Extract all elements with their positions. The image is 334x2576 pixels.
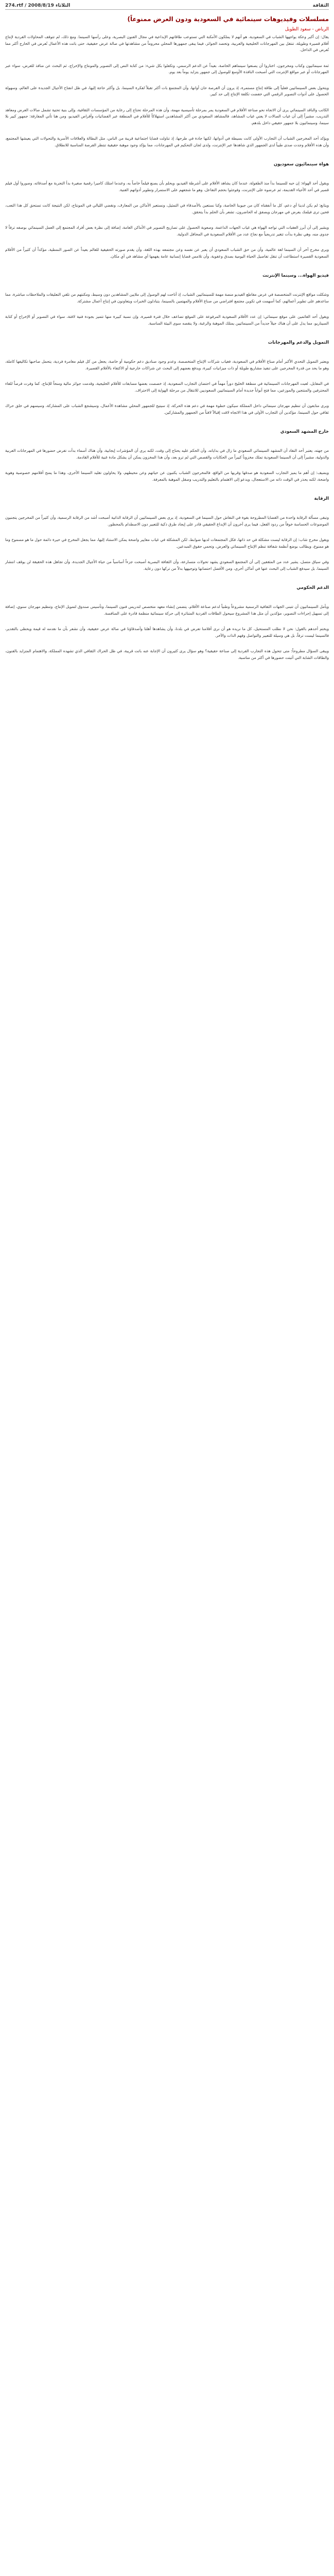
- document-page: [5, 0, 329, 661]
- article-paragraph: في المقابل، لعبت المهرجانات السينمائية في منطقة الخليج دوراً مهماً في احتضان التجارب السعودية، إذ خصصت بعضها مسابقات للأفلام الخليجية، وقدمت جوائز مالية ومنحاً للإنتاج، كما وفرت فرصاً للقاء المحترفين والمنتجين والموزعين، مما فتح أبواباً جديدة أمام السينمائيين السعوديين للانتقال من مرحلة الهواية إلى الاحتراف.: [5, 381, 329, 393]
- article-paragraph: وشكلت مواقع الإنترنت المتخصصة في عرض مقاطع الفيديو منصة مهمة للسينمائيين الشباب، إذ أتاحت لهم الوصول إلى ملايين المشاهدين دون وسيط، ومكنتهم من تلقي التعليقات والملاحظات مباشرة، مما ساعدهم على تطوير أعمالهم، كما أسهمت في تكوين مجتمع افتراضي من صناع الأفلام والمهتمين بالسينما، يتبادلون الخبرات ويتعاونون في إنتاج أعمال مشتركة.: [5, 292, 329, 303]
- article-paragraph: ويبقى السؤال مطروحاً: متى تتحول هذه التجارب الفردية إلى صناعة حقيقية؟ وهو سؤال يرى كثيرون أن الإجابة عنه باتت قريبة، في ظل الحراك الثقافي الذي تشهده المملكة، والاهتمام المتزايد بالفنون، والطاقات الشابة التي أثبتت حضورها في أكثر من مناسبة.: [5, 649, 329, 660]
- article-headline: مسلسلات وفيديوهات سينمائية في السعودية ودون العرض ممنوعاً): [127, 15, 329, 23]
- article-paragraph: ويرى مخرج آخر أن السينما لغة عالمية، وأن من حق الشباب السعودي أن يعبر عن نفسه وعن مجتمعه بهذه اللغة، وأن يقدم صورته الحقيقية للعالم بعيداً عن الصور النمطية، مؤكداً أن كثيراً من الأفلام السعودية القصيرة استطاعت أن تنقل تفاصيل الحياة اليومية بصدق وعفوية، وأن تلامس قضايا إنسانية عامة يفهمها أي مشاهد في أي مكان.: [5, 247, 329, 259]
- article-paragraph: ويعتبر التمويل التحدي الأكبر أمام صناع الأفلام في السعودية، فغياب شركات الإنتاج المتخصصة، وعدم وجود صناديق دعم حكومية أو خاصة، يجعل من كل فيلم مغامرة فردية، يتحمل صاحبها تكاليفها كاملة، وهو ما يحد من قدرة المخرجين على تنفيذ مشاريع طويلة أو ذات ميزانيات كبيرة، ويدفع بعضهم إلى البحث عن شراكات خارجية أو الاكتفاء بالأفلام القصيرة.: [5, 359, 329, 370]
- article-paragraph: الكاتب والناقد السينمائي يرى أن الاتجاه نحو صناعة الأفلام في السعودية يمر بمرحلة تأسيسية مهمة، وأن هذه المرحلة تحتاج إلى رعاية من المؤسسات الثقافية، وإلى بنية تحتية تشمل صالات العرض ومعاهد التدريب، مشيراً إلى أن غياب الصالات لا يعني غياب المشاهد، فالمشاهد السعودي من أكثر المشاهدين استهلاكاً للأفلام في المنطقة عبر الفضائيات وأقراص الفيديو، ومن هنا تأتي المفارقة: جمهور كبير بلا سينما، وسينمائيون بلا جمهور حقيقي داخل بلدهم.: [5, 107, 329, 125]
- article-paragraph: ويتابع: لم يكن لدينا أي دعم، كل ما أنفقناه كان من جيوبنا الخاصة، وكنا نستعين بالأصدقاء في التمثيل، ونستعير الأماكن من المعارف، ونقضي الليالي في المونتاج، لكن النتيجة كانت تستحق كل هذا التعب، فحين ترى فيلمك يعرض في مهرجان ويصفق له الحاضرون، تشعر بأن الحلم بدأ يتحقق.: [5, 203, 329, 214]
- article-paragraph: من جهته، يعتبر أحد النقاد أن المشهد السينمائي السعودي ما زال في بداياته، وأن الحكم عليه يحتاج إلى وقت، لكنه يرى أن المؤشرات إيجابية، وأن هناك أسماء بدأت تفرض حضورها في المهرجانات العربية والدولية، مشيراً إلى أن السينما السعودية تملك مخزوناً كبيراً من الحكايات والقصص التي لم ترو بعد، وأن هذا المخزون يمكن أن يشكل مادة غنية للأفلام القادمة.: [5, 448, 329, 460]
- article-paragraph: ويقول مخرج شاب: إن الرقابة ليست مشكلة في حد ذاتها، فكل المجتمعات لديها ضوابط، لكن المشكلة في غياب معايير واضحة يمكن الاستناد إليها، مما يجعل المخرج في حيرة دائمة حول ما هو مسموح وما هو ممنوع، ويطالب بوضع أنظمة شفافة تنظم الإنتاج السينمائي والعرض، وتحمي حقوق المبدعين.: [5, 537, 329, 549]
- article-paragraph: ويؤكد أحد المخرجين الشباب أن التجارب الأولى كانت بسيطة في أدواتها، لكنها جادة في طرحها، إذ تناولت قضايا اجتماعية قريبة من الناس، مثل البطالة والعلاقات الأسرية والتحولات التي يعيشها المجتمع، وأن هذه الأفلام وجدت صدى طيباً لدى الجمهور الذي شاهدها عبر الإنترنت، ولدى لجان التحكيم في المهرجانات، مما يؤكد وجود موهبة حقيقية تنتظر الفرصة المناسبة للانطلاق.: [5, 136, 329, 147]
- article-paragraph: ويرى متابعون أن تنظيم مهرجان سينمائي داخل المملكة سيكون خطوة مهمة في دعم هذه الحركة، إذ سيتيح للجمهور المحلي مشاهدة الأعمال، وسيشجع الشباب على المشاركة، وسيسهم في خلق حراك ثقافي حول السينما، مؤكدين أن التجارب الأولى في هذا الاتجاه لاقت إقبالاً لافتاً من الجمهور والمشاركين.: [5, 403, 329, 415]
- article-paragraph: ويضيف: إن أهم ما يميز التجارب السعودية هو صدقها وقربها من الواقع، فالمخرجون الشباب يكتبون عن حياتهم وعن محيطهم، ولا يحاولون تقليد السينما الأخرى، وهذا ما يمنح أفلامهم خصوصية وهوية واضحة، لكنه يحذر في الوقت ذاته من الاستعجال، ويدعو إلى الاهتمام بالتعليم والتدريب وصقل الموهبة بالمعرفة.: [5, 470, 329, 482]
- article-paragraph: ويقول أحد القائمين على موقع سينمائي: إن عدد الأفلام السعودية المرفوعة على الموقع تضاعف خلال فترة قصيرة، وإن نسبة كبيرة منها تتميز بجودة فنية لافتة، سواء في التصوير أو الإخراج أو كتابة السيناريو، مما يدل على أن هناك جيلاً جديداً من السينمائيين يمتلك الموهبة والرغبة، ولا ينقصه سوى البيئة المناسبة.: [5, 314, 329, 326]
- section-subheading: التمويل والدعم والمهرجانات: [268, 340, 329, 345]
- issue-info: 274.rtf / 2008/8/19 الثلاثاء: [5, 3, 71, 8]
- article-paragraph: ويشير إلى أن أبرز العقبات التي تواجه الهواة هي غياب الجهات الداعمة، وصعوبة الحصول على تصاريح التصوير في الأماكن العامة، إضافة إلى نظرة بعض أفراد المجتمع إلى العمل السينمائي بوصفه ترفاً لا جدوى منه، وهي نظرة بدأت تتغير تدريجياً مع نجاح عدد من الأفلام السعودية في المحافل الدولية.: [5, 225, 329, 236]
- article-paragraph: وفي سياق متصل، يشير عدد من المثقفين إلى أن المجتمع السعودي يشهد تحولات متسارعة، وأن الثقافة البصرية أصبحت جزءاً أساسياً من حياة الأجيال الجديدة، وأن تجاهل هذه الحقيقة لن يوقف انتشار السينما، بل سيدفع الشباب إلى البحث عنها في أماكن أخرى، ومن الأفضل احتضانها وتوجيهها بدلاً من تركها دون رعاية.: [5, 560, 329, 571]
- section-subheading: خارج المشهد السعودي: [280, 429, 329, 434]
- section-subheading: الرقابة: [314, 496, 329, 501]
- section-subheading: هواة سينمائيون سعوديون: [273, 162, 329, 167]
- article-paragraph: يقال: إن أكبر وعكة يواجهها الشباب في السعودية، هو أنهم لا يملكون الأمكنة التي تستوعب طاقاتهم الإبداعية في مجال الفنون البصرية، وعلى رأسها السينما. ومع ذلك، لم تتوقف المحاولات الفردية لإنتاج أفلام قصيرة وطويلة، تنتقل بين المهرجانات الخليجية والعربية، وتحصد الجوائز، فيما يبقى جمهورها المحلي محروماً من مشاهدتها في صالة عرض حقيقية، حتى باتت هذه الأعمال تُعرض في الخارج أكثر مما تُعرض في الداخل.: [5, 35, 329, 52]
- section-subheading: فيديو الهواة... وسينما الإنترنت: [262, 273, 329, 278]
- section-subheading: الدعم الحكومي: [296, 585, 329, 590]
- article-body: [5, 34, 329, 661]
- article-paragraph: ثمة سينمائيون وكتاب ومخرجون، اختاروا أن يصنعوا سينماهم الخاصة، بعيداً عن الدعم الرسمي، وتكفلوا بكل شيء: من كتابة النص إلى التصوير والمونتاج والإخراج، ثم البحث عن منافذ للعرض، سواء عبر المهرجانات أو عبر مواقع الإنترنت التي أصبحت النافذة الأوسع للوصول إلى جمهور يتزايد يوماً بعد يوم.: [5, 63, 329, 74]
- article-paragraph: ويختم أحدهم بالقول: نحن لا نطلب المستحيل، كل ما نريده هو أن نرى أفلامنا تعرض في بلدنا، وأن يشاهدها أهلنا وأصدقاؤنا في صالة عرض حقيقية، وأن نشعر بأن ما نقدمه له قيمة ويحظى بالتقدير، فالسينما ليست ترفاً، بل هي وسيلة للتعبير والتواصل وفهم الذات والآخر.: [5, 626, 329, 638]
- article-paragraph: وتبقى مسألة الرقابة واحدة من القضايا المطروحة بقوة في النقاش حول السينما في السعودية، إذ يرى بعض السينمائيين أن الرقابة الذاتية أصبحت أشد من الرقابة الرسمية، وأن كثيراً من المخرجين يتجنبون الموضوعات الحساسة خوفاً من ردود الفعل، فيما يرى آخرون أن الإبداع الحقيقي قادر على إيجاد طرق ذكية للتعبير دون الاصطدام بالمحظور.: [5, 515, 329, 527]
- article-paragraph: ويأمل السينمائيون أن تتبنى الجهات الثقافية الرسمية مشروعاً وطنياً لدعم صناعة الأفلام، يتضمن إنشاء معهد متخصص لتدريس فنون السينما، وتأسيس صندوق لتمويل الإنتاج، وتنظيم مهرجان سنوي، إضافة إلى تسهيل إجراءات التصوير، مؤكدين أن مثل هذا المشروع سيحول الطاقات الفردية المتناثرة إلى حركة سينمائية منظمة قادرة على المنافسة.: [5, 604, 329, 616]
- article-paragraph: ويقول أحد الهواة: إن حبه للسينما بدأ منذ الطفولة، عندما كان يشاهد الأفلام على أشرطة الفيديو، ويحلم بأن يصنع فيلماً خاصاً به، وعندما امتلك كاميرا رقمية صغيرة بدأ التجربة مع أصدقائه، وصوروا أول فيلم قصير في أحد الأحياء القديمة، ثم عرضوه على الإنترنت، وفوجئوا بحجم التفاعل، وهو ما شجعهم على الاستمرار وتطوير أدواتهم الفنية.: [5, 181, 329, 192]
- article-byline: الرياض - سعود الطويل: [285, 27, 329, 32]
- meta-bar: [5, 2, 329, 10]
- section-label: الثقافة: [312, 3, 329, 8]
- article-paragraph: ويتحول بعض السينمائيين فعلياً إلى طاقة إنتاج مستمرة، إذ يرون أن الفرصة حان أوانها، وأن المجتمع بات أكثر تقبلاً لفكرة السينما، بل وأكثر حاجة إليها، في ظل انفتاح الأجيال الجديدة على العالم، وسهولة الحصول على أدوات التصوير الرقمي التي خفضت تكلفة الإنتاج إلى حد كبير.: [5, 85, 329, 96]
